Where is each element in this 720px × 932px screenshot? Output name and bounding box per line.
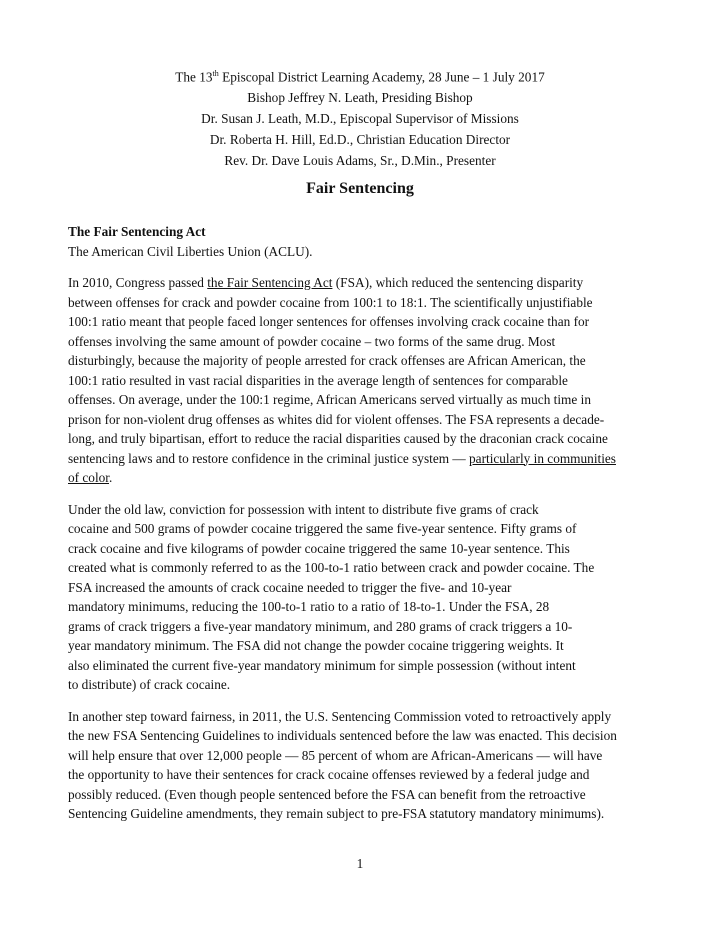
paragraph-1: In 2010, Congress passed the Fair Sentencing Act (FSA), which reduced the sentencing disparity between offenses for crack and powder cocaine from 100:1 to 18:1. The scientifically unjustifiable 100:1 ratio meant that people faced longer sentences for offenses involving crack cocaine than for offenses involving the same amount of powder cocaine – two forms of the same drug. Most disturbingly, because the majority of people arrested for crack offenses are African American, the 100:1 ratio resulted in vast racial disparities in the average length of sentences for comparable offenses. On average, under the 100:1 regime, African Americans served virtually as much time in prison for non-violent drug offenses as whites did for violent offenses. The FSA represents a decade- long, and truly bipartisan, effort to reduce the racial disparities caused by the draconian crack cocaine sentencing laws and to restore confidence in the criminal justice system — particularly in communities of color. [68, 275, 616, 485]
paragraph-2: Under the old law, conviction for possession with intent to distribute five grams of crack cocaine and 500 grams of powder cocaine triggered the same five-year sentence. Fifty grams of crack cocaine and five kilograms of powder cocaine triggered the same 10-year sentence. This created what is commonly referred to as the 100-to-1 ratio between crack and powder cocaine. The FSA increased the amounts of crack cocaine needed to trigger the five- and 10-year mandatory minimums, reducing the 100-to-1 ratio to a ratio of 18-to-1. Under the FSA, 28 grams of crack triggers a five-year mandatory minimum, and 280 grams of crack triggers a 10- year mandatory minimum. The FSA did not change the powder cocaine triggering weights. It also eliminated the current five-year mandatory minimum for simple possession (without intent to distribute) of crack cocaine. [68, 501, 595, 692]
document-header [0, 63, 720, 171]
page-number: 1 [356, 856, 364, 871]
header-line-academy: The 13th Episcopal District Learning Academy, 28 June – 1 July 2017 [175, 69, 545, 85]
paragraph-3: In another step toward fairness, in 2011, the U.S. Sentencing Commission voted to retroactively apply the new FSA Sentencing Guidelines to individuals sentenced before the law was enacted. This decision will help ensure that over 12,000 people — 85 percent of whom are African-Americans — will have the opportunity to have their sentences for crack cocaine offenses reviewed by a federal judge and possibly reduced. (Even though people sentenced before the FSA can benefit from the retroactive Sentencing Guideline amendments, they remain subject to pre-FSA statutory mandatory minimums). [68, 708, 617, 821]
communities-of-color-link[interactable]: particularly in communities [469, 450, 616, 466]
section-heading: The Fair Sentencing Act [68, 224, 206, 239]
document-body [68, 222, 658, 824]
header-line-director: Dr. Roberta H. Hill, Ed.D., Christian Education Director [209, 132, 511, 148]
fair-sentencing-act-link[interactable]: the Fair Sentencing Act [207, 275, 333, 290]
communities-of-color-link-cont[interactable]: of color [68, 470, 109, 485]
section-source: The American Civil Liberties Union (ACLU). [68, 243, 313, 259]
header-line-bishop: Bishop Jeffrey N. Leath, Presiding Bishop [247, 90, 473, 106]
document-title: Fair Sentencing [306, 180, 414, 197]
header-line-presenter: Rev. Dr. Dave Louis Adams, Sr., D.Min., Presenter [224, 153, 496, 169]
header-line-supervisor: Dr. Susan J. Leath, M.D., Episcopal Supervisor of Missions [201, 111, 519, 127]
